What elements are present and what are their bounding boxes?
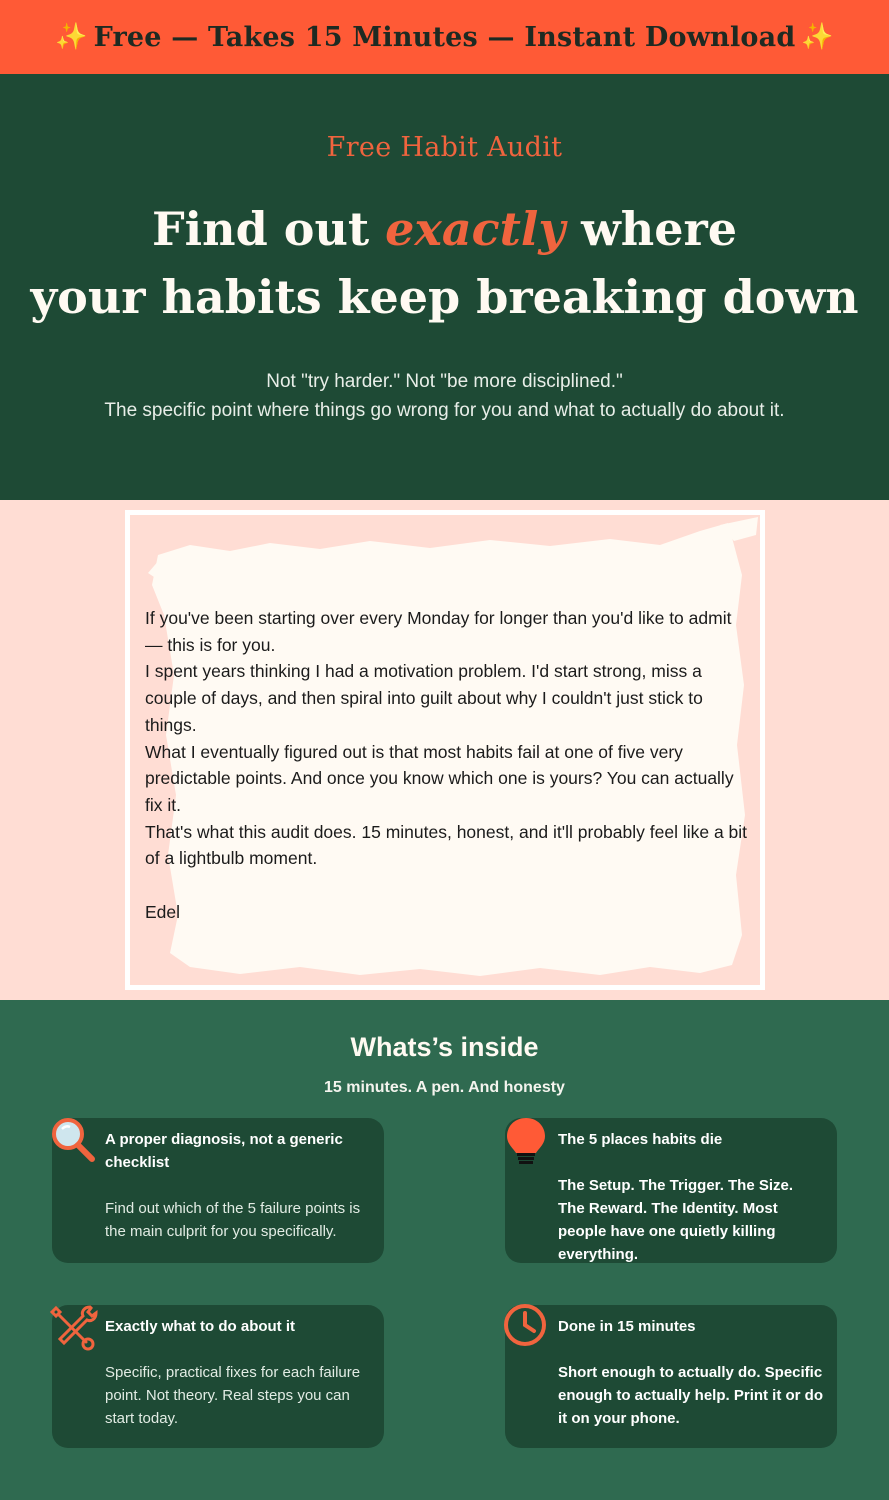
announcement-banner <box>0 0 889 74</box>
letter-signature: Edel <box>145 901 181 922</box>
card-title: Exactly what to do about it <box>105 1318 296 1335</box>
section-tagline: 15 minutes. A pen. And honesty <box>324 1079 565 1096</box>
card-description: Short enough to actually do. Specific enough to actually help. Print it or do it on your phone. <box>558 1364 824 1427</box>
feature-card-what-to-do <box>52 1305 384 1448</box>
whats-inside-section <box>0 1000 889 1500</box>
letter-paragraph: What I eventually figured out is that most habits fail at one of five very predictable points. And once you know which one is yours? You can actually fix it. <box>145 741 734 815</box>
banner-text: Free — Takes 15 Minutes — Instant Download <box>93 21 796 53</box>
tools-icon <box>48 1302 98 1352</box>
hero-section <box>0 74 889 500</box>
hero-eyebrow: Free Habit Audit <box>326 132 563 163</box>
feature-card-diagnosis <box>52 1118 384 1263</box>
hero-headline <box>0 195 889 331</box>
clock-icon <box>501 1302 551 1352</box>
magnifier-icon <box>48 1115 98 1165</box>
feature-card-fifteen-minutes <box>505 1305 837 1448</box>
hero-subheading <box>0 367 889 425</box>
card-title: A proper diagnosis, not a generic checklist <box>105 1131 343 1171</box>
letter-frame <box>125 510 765 990</box>
headline-start: Find out <box>152 202 386 256</box>
section-title: Whats’s inside <box>350 1032 539 1062</box>
hero-sub-line-2: The specific point where things go wrong for you and what to actually do about it. <box>104 400 785 421</box>
headline-line-2: your habits keep breaking down <box>30 270 859 324</box>
sparkle-icon: ✨ <box>801 22 834 52</box>
feature-card-five-places <box>505 1118 837 1263</box>
headline-accent: exactly <box>385 202 566 256</box>
lightbulb-icon <box>501 1115 551 1165</box>
card-title: The 5 places habits die <box>558 1131 723 1148</box>
letter-paragraph: That's what this audit does. 15 minutes, honest, and it'll probably feel like a bit of a lightbulb moment. <box>145 821 748 869</box>
letter-paragraph: I spent years thinking I had a motivation problem. I'd start strong, miss a couple of days, and then spiral into guilt about why I couldn't just stick to things. <box>145 661 703 735</box>
headline-end: where <box>565 202 737 256</box>
card-description: Specific, practical fixes for each failure point. Not theory. Real steps you can start today. <box>105 1364 361 1427</box>
hero-sub-line-1: Not "try harder." Not "be more disciplined." <box>266 371 623 392</box>
card-description: The Setup. The Trigger. The Size. The Reward. The Identity. Most people have one quietly killing everything. <box>558 1177 794 1263</box>
letter-body <box>145 605 750 925</box>
card-title: Done in 15 minutes <box>558 1318 696 1335</box>
letter-section <box>0 500 889 1000</box>
sparkle-icon: ✨ <box>54 22 88 52</box>
card-description: Find out which of the 5 failure points is the main culprit for you specifically. <box>105 1200 361 1240</box>
letter-paragraph: If you've been starting over every Monday for longer than you'd like to admit — this is for you. <box>145 608 732 655</box>
